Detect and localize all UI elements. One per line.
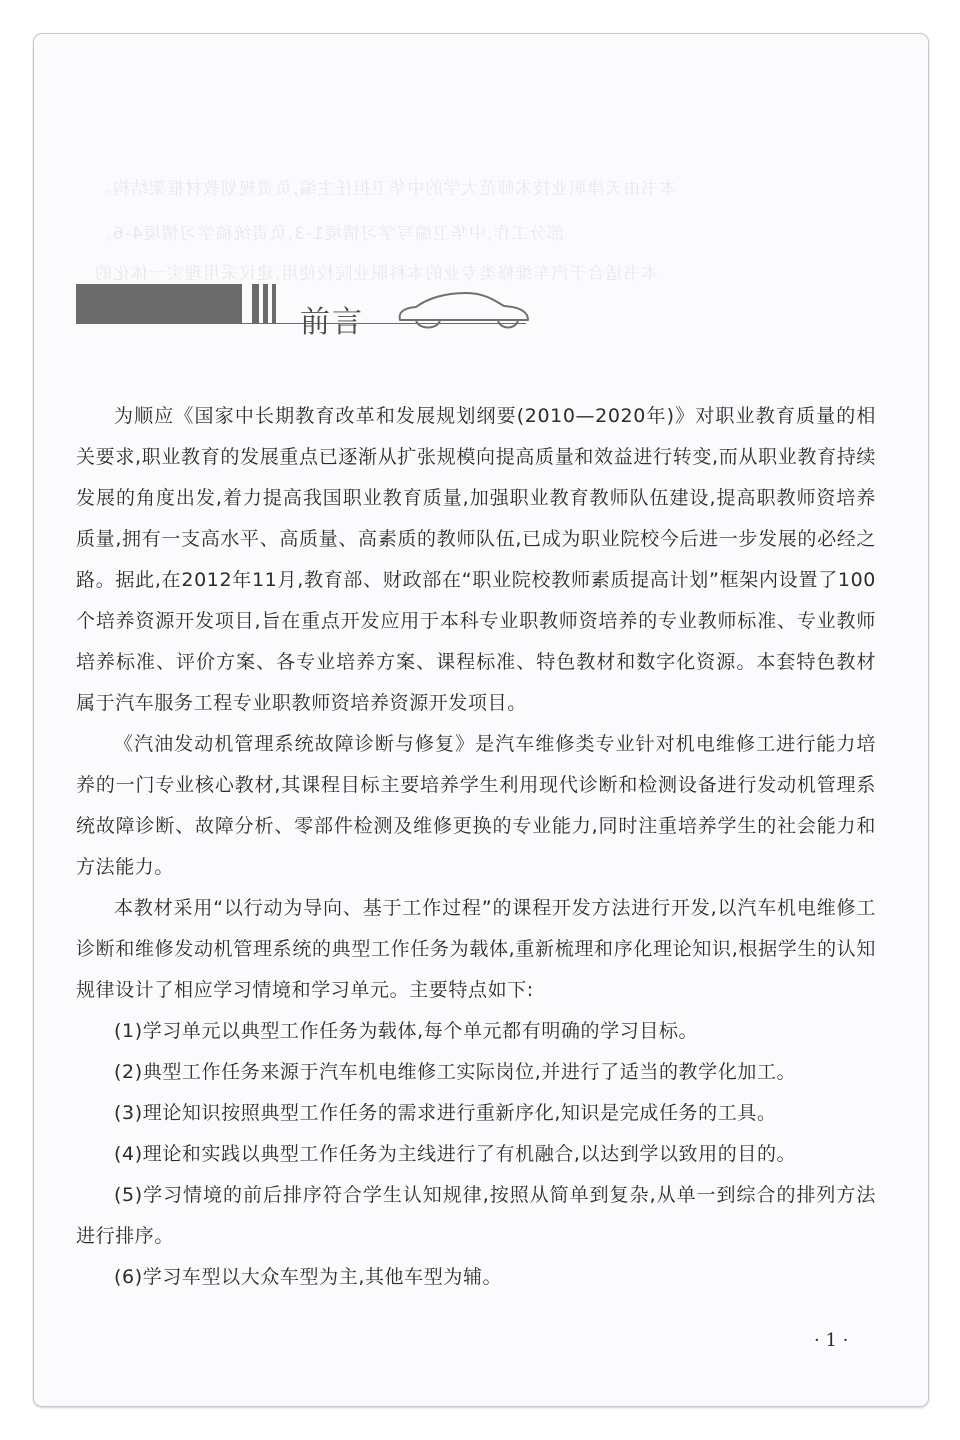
feature-item: (1)学习单元以典型工作任务为载体,每个单元都有明确的学习目标。 (114, 1020, 699, 1042)
bleed-through-text: 本书由天津职业技术师范大学的中华卫担任主编,负责规划教材框架结构。 (94, 179, 677, 199)
heading-bar-decoration (76, 284, 242, 324)
page-number: · 1 · (814, 1330, 849, 1351)
feature-item: (5)学习情境的前后排序符合学生认知规律,按照从简单到复杂,从单一到综合的排列方法进行排序。 (76, 1184, 876, 1247)
book-page (33, 33, 929, 1407)
car-outline-icon (394, 290, 534, 330)
bleed-through-text: 本书适合于汽车维修类专业的本科职业院校使用,建议采用理实一体化的 (94, 264, 659, 284)
heading-stripe-decoration (263, 284, 268, 324)
paragraph: 本教材采用“以行动为导向、基于工作过程”的课程开发方法进行开发,以汽车机电维修工诊断和维修发动机管理系统的典型工作任务为载体,重新梳理和序化理论知识,根据学生的认知规律设计了相应学习情境和学习单元。主要特点如下: (76, 897, 876, 1001)
page-title: 前言 (300, 305, 364, 341)
heading-stripe-decoration (252, 284, 259, 324)
preface-body (76, 396, 876, 1298)
feature-item: (6)学习车型以大众车型为主,其他车型为辅。 (114, 1266, 503, 1288)
paragraph: 《汽油发动机管理系统故障诊断与修复》是汽车维修类专业针对机电维修工进行能力培养的一门专业核心教材,其课程目标主要培养学生利用现代诊断和检测设备进行发动机管理系统故障诊断、故障分析、零部件检测及维修更换的专业能力,同时注重培养学生的社会能力和方法能力。 (76, 733, 876, 878)
paragraph: 为顺应《国家中长期教育改革和发展规划纲要(2010—2020年)》对职业教育质量的相关要求,职业教育的发展重点已逐渐从扩张规模向提高质量和效益进行转变,而从职业教育持续发展的角度出发,着力提高我国职业教育质量,加强职业教育教师队伍建设,提高职教师资培养质量,拥有一支高水平、高质量、高素质的教师队伍,已成为职业院校今后进一步发展的必经之路。据此,在2012年11月,教育部、财政部在“职业院校教师素质提高计划”框架内设置了100个培养资源开发项目,旨在重点开发应用于本科专业职教师资培养的专业教师标准、专业教师培养标准、评价方案、各专业培养方案、课程标准、特色教材和数字化资源。本套特色教材属于汽车服务工程专业职教师资培养资源开发项目。 (76, 405, 876, 714)
heading-stripe-decoration (272, 284, 276, 324)
feature-item: (2)典型工作任务来源于汽车机电维修工实际岗位,并进行了适当的教学化加工。 (114, 1061, 797, 1083)
section-heading (76, 284, 496, 341)
feature-item: (4)理论和实践以典型工作任务为主线进行了有机融合,以达到学以致用的目的。 (114, 1143, 797, 1165)
feature-item: (3)理论知识按照典型工作任务的需求进行重新序化,知识是完成任务的工具。 (114, 1102, 777, 1124)
bleed-through-text: 部分工作,中华卫编写学习情境1-3,负责统稿学习情境4-6。 (94, 224, 565, 244)
